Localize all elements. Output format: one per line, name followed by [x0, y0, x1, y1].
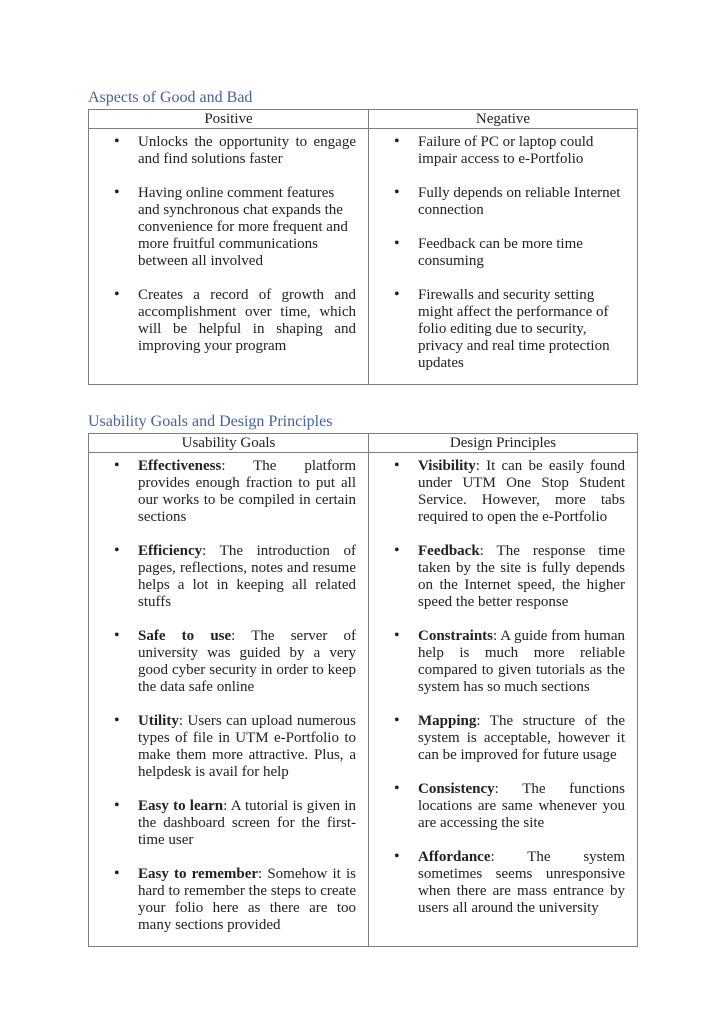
aspects-body-row: [89, 129, 638, 385]
list-item: • Effectiveness: The platform provides enough fraction to put all our works to be compiled in certain sections: [89, 458, 356, 526]
aspects-header-row: [89, 110, 638, 129]
list-item: • Having online comment features and synchronous chat expands the convenience for more frequent and more fruitful communications between all involved: [89, 185, 356, 270]
negative-list: [369, 134, 625, 372]
usability-goals-cell: [89, 453, 369, 947]
list-item: • Firewalls and security setting might affect the performance of folio editing due to security, privacy and real time protection updates: [369, 287, 625, 372]
list-item: • Constraints: A guide from human help is much more reliable compared to given tutorials as the system has so much sections: [369, 628, 625, 696]
list-item: • Feedback can be more time consuming: [369, 236, 625, 270]
column-header-design-principles: Design Principles: [369, 434, 638, 453]
positive-list: [89, 134, 356, 355]
usability-header-row: [89, 434, 638, 453]
list-item: • Feedback: The response time taken by the site is fully depends on the Internet speed, the higher speed the better response: [369, 543, 625, 611]
usability-body-row: [89, 453, 638, 947]
list-item: • Visibility: It can be easily found under UTM One Stop Student Service. However, more tabs required to open the e-Portfolio: [369, 458, 625, 526]
document-content: [88, 89, 637, 947]
section-title-aspects: Aspects of Good and Bad: [88, 89, 253, 106]
aspects-table: [88, 109, 638, 385]
list-item: • Affordance: The system sometimes seems unresponsive when there are mass entrance by users all around the university: [369, 849, 625, 917]
design-principles-list: [369, 458, 625, 917]
list-item: • Fully depends on reliable Internet connection: [369, 185, 625, 219]
list-item: • Easy to learn: A tutorial is given in the dashboard screen for the first-time user: [89, 798, 356, 849]
usability-goals-list: [89, 458, 356, 934]
usability-table: [88, 433, 638, 947]
negative-cell: [369, 129, 638, 385]
column-header-positive: Positive: [89, 110, 369, 129]
list-item: • Failure of PC or laptop could impair access to e-Portfolio: [369, 134, 625, 168]
list-item: • Utility: Users can upload numerous types of file in UTM e-Portfolio to make them more attractive. Plus, a helpdesk is avail for help: [89, 713, 356, 781]
list-item: • Mapping: The structure of the system is acceptable, however it can be improved for future usage: [369, 713, 625, 764]
list-item: • Easy to remember: Somehow it is hard to remember the steps to create your folio here as there are too many sections provided: [89, 866, 356, 934]
column-header-usability-goals: Usability Goals: [89, 434, 369, 453]
design-principles-cell: [369, 453, 638, 947]
list-item: • Consistency: The functions locations are same whenever you are accessing the site: [369, 781, 625, 832]
list-item: • Unlocks the opportunity to engage and find solutions faster: [89, 134, 356, 168]
section-title-usability: Usability Goals and Design Principles: [88, 413, 333, 430]
list-item: • Safe to use: The server of university was guided by a very good cyber security in order to keep the data safe online: [89, 628, 356, 696]
list-item: • Creates a record of growth and accomplishment over time, which will be helpful in shaping and improving your program: [89, 287, 356, 355]
positive-cell: [89, 129, 369, 385]
column-header-negative: Negative: [369, 110, 638, 129]
list-item: • Efficiency: The introduction of pages, reflections, notes and resume helps a lot in keeping all related stuffs: [89, 543, 356, 611]
